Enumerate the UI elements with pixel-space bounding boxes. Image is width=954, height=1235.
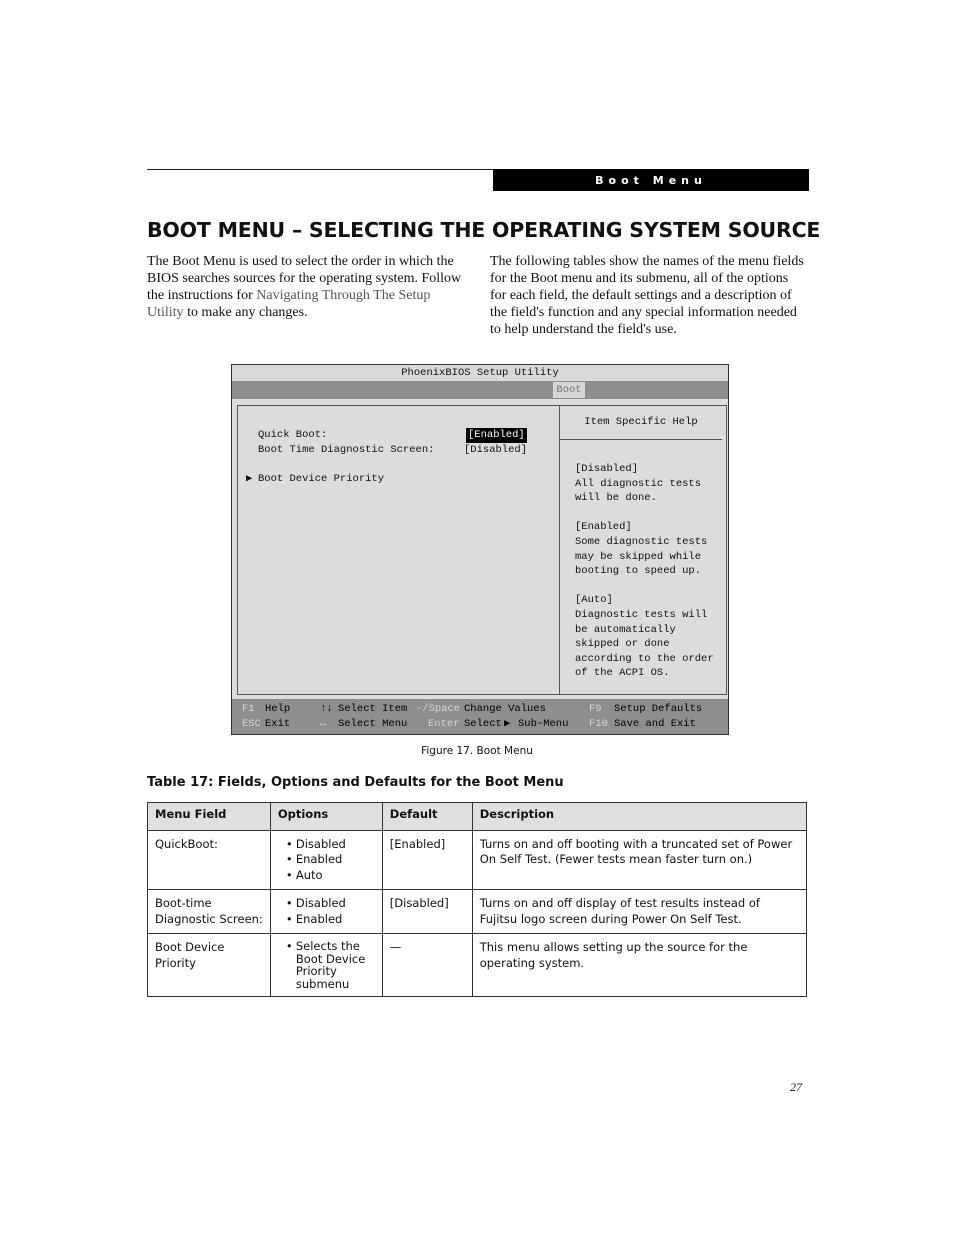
setup-utility-link[interactable]: Navigating Through The Setup Utility — [147, 288, 431, 320]
change-values-hint: Change Values — [464, 703, 546, 715]
header-options: Options — [270, 803, 382, 831]
leftright-arrows-icon: ↔ — [320, 718, 327, 730]
option-item: • Enabled — [286, 912, 375, 928]
bios-menu-bar — [232, 381, 728, 399]
cell-field: Boot Device Priority — [148, 934, 271, 997]
quick-boot-value[interactable]: [Enabled] — [468, 429, 525, 441]
header-menu-field: Menu Field — [148, 803, 271, 831]
intro-text: The Boot Menu is used to select the order in which the BIOS searches sources for the operating system. Follow the instructions for — [147, 254, 462, 303]
intro-text-end: to make any changes. — [183, 305, 308, 320]
save-exit-hint: Save and Exit — [614, 718, 696, 730]
page-title: BOOT MENU – SELECTING THE OPERATING SYSTEM SOURCE — [147, 218, 821, 242]
diagnostic-screen-label: Boot Time Diagnostic Screen: — [258, 444, 435, 456]
help-text: [Disabled] All diagnostic tests will be done. [Enabled] Some diagnostic tests may be skipped while booting to speed up. [Auto] Diagnostic tests will be automatically skipped or done according to the order of the ACPI OS. — [575, 463, 714, 680]
option-item: • Auto — [286, 868, 375, 884]
cell-field: QuickBoot: — [148, 830, 271, 890]
esc-key: ESC — [242, 718, 261, 730]
bios-tab-boot[interactable]: Boot — [553, 382, 585, 398]
figure-caption: Figure 17. Boot Menu — [421, 745, 533, 757]
table-row — [148, 830, 807, 890]
header-description: Description — [472, 803, 806, 831]
boot-device-priority-item[interactable]: Boot Device Priority — [258, 473, 385, 485]
intro-paragraph-right: The following tables show the names of the menu fields for the Boot menu and its submenu, all of the options for each field, the default settings and a description of the field's function and any special information needed to help understand the field's use. — [490, 254, 804, 337]
cell-options — [270, 934, 382, 997]
cell-default: — — [382, 934, 472, 997]
header-rule — [147, 169, 493, 170]
f9-key: F9 — [589, 703, 602, 715]
select-hint: Select — [464, 718, 502, 730]
sub-menu-arrow-icon: ▶ — [504, 718, 511, 730]
quick-boot-label: Quick Boot: — [258, 429, 328, 441]
option-item: • Selects the Boot Device Priority submenu — [286, 940, 375, 990]
diagnostic-screen-value[interactable]: [Disabled] — [464, 444, 528, 456]
select-item-hint: Select Item — [338, 703, 408, 715]
cell-description: Turns on and off display of test results instead of Fujitsu logo screen during Power On Self Test. — [472, 890, 806, 934]
option-item: • Disabled — [286, 896, 375, 912]
bios-footer — [232, 699, 728, 734]
page-number: 27 — [790, 1080, 802, 1094]
table-header-row — [148, 803, 807, 831]
table-row — [148, 934, 807, 997]
cell-default: [Disabled] — [382, 890, 472, 934]
bios-screen-figure — [231, 364, 729, 735]
f10-key: F10 — [589, 718, 608, 730]
option-item: • Enabled — [286, 852, 375, 868]
cell-default: [Enabled] — [382, 830, 472, 890]
header-default: Default — [382, 803, 472, 831]
submenu-arrow-icon: ▶ — [246, 473, 253, 485]
boot-menu-table — [147, 802, 807, 997]
option-item: • Disabled — [286, 837, 375, 853]
help-divider — [559, 406, 560, 694]
sub-menu-hint: Sub-Menu — [518, 718, 569, 730]
cell-field: Boot-time Diagnostic Screen: — [148, 890, 271, 934]
intro-paragraph-left — [147, 253, 465, 321]
cell-options — [270, 830, 382, 890]
bios-main-panel — [237, 405, 727, 695]
cell-description: This menu allows setting up the source for the operating system. — [472, 934, 806, 997]
f1-key: F1 — [242, 703, 255, 715]
select-menu-hint: Select Menu — [338, 718, 408, 730]
help-title: Item Specific Help — [560, 406, 722, 440]
bios-title: PhoenixBIOS Setup Utility — [232, 365, 728, 381]
table-title: Table 17: Fields, Options and Defaults for the Boot Menu — [147, 775, 564, 790]
enter-key: Enter — [428, 718, 460, 730]
minus-space-key: -/Space — [416, 703, 461, 715]
help-hint: Help — [265, 703, 291, 715]
table-row — [148, 890, 807, 934]
exit-hint: Exit — [265, 718, 291, 730]
setup-defaults-hint: Setup Defaults — [614, 703, 703, 715]
cell-options — [270, 890, 382, 934]
cell-description: Turns on and off booting with a truncated set of Power On Self Test. (Fewer tests mean faster turn on.) — [472, 830, 806, 890]
updown-arrows-icon: ↑↓ — [320, 703, 333, 715]
section-tab: Boot Menu — [493, 169, 809, 191]
